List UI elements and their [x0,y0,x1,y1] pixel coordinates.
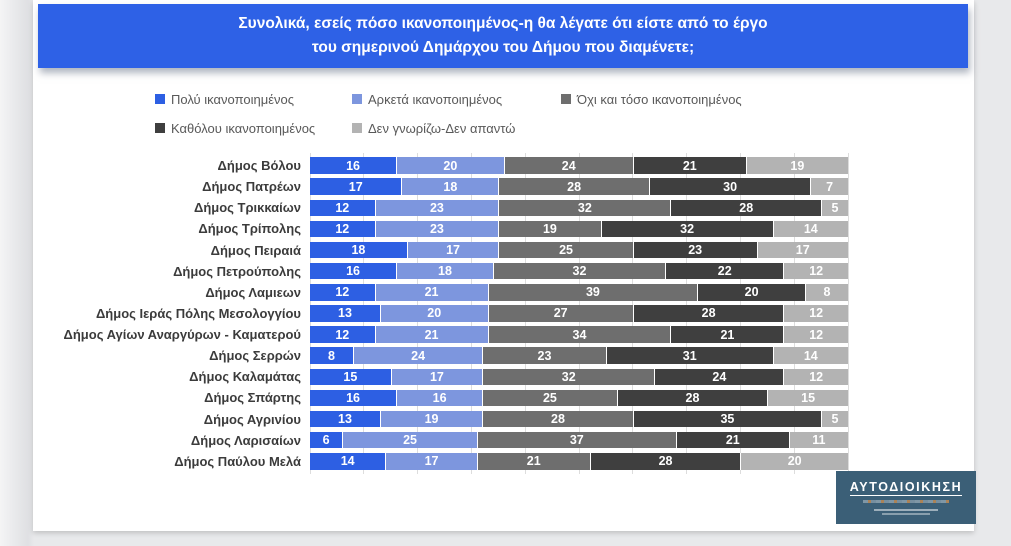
legend-item-label: Δεν γνωρίζω-Δεν απαντώ [368,120,516,136]
bar-segment: 17 [385,453,476,470]
category-label: Δήμος Παύλου Μελά [174,453,301,469]
stacked-bar [310,221,848,238]
bar-segment: 35 [633,411,821,428]
bar-segment: 20 [380,305,488,322]
bar-segment: 28 [590,453,741,470]
category-label: Δήμος Πετρούπολης [173,263,301,279]
legend-color-swatch-icon [352,123,362,133]
chart-row [43,324,848,345]
bar-segment: 21 [633,157,746,174]
bar-segment: 5 [821,411,848,428]
bar-segment: 7 [810,178,848,195]
bar-segment: 12 [783,326,848,343]
stacked-bar [310,305,848,322]
legend-item [352,90,561,108]
title-line-2: του σημερινού Δημάρχου του Δήμου που διαμένετε; [311,39,695,56]
bar-segment: 32 [601,221,773,238]
chart-row [43,366,848,387]
category-label: Δήμος Καλαμάτας [189,369,301,385]
bar-segment: 32 [482,369,654,386]
bar-segment: 18 [310,242,407,259]
bar-segment: 18 [401,178,498,195]
stacked-bar [310,157,848,174]
chart-row [43,197,848,218]
legend-color-swatch-icon [155,94,165,104]
bar-segment: 34 [488,326,671,343]
bar-segment: 8 [805,284,848,301]
bar-segment: 20 [396,157,504,174]
bar-segment: 28 [670,200,821,217]
chart-row [43,176,848,197]
legend-color-swatch-icon [352,94,362,104]
bar-segment: 16 [310,390,396,407]
category-label: Δήμος Σπάρτης [204,390,301,406]
chart-row [43,387,848,408]
bar-segment: 24 [504,157,633,174]
bar-segment: 28 [482,411,633,428]
stacked-bar [310,326,848,343]
bar-segment: 17 [391,369,482,386]
bar-segment: 16 [310,157,396,174]
bar-segment: 21 [375,326,488,343]
bar-segment: 37 [477,432,676,449]
stacked-bar-chart [43,155,848,472]
bar-segment: 24 [654,369,783,386]
bar-segment: 20 [697,284,805,301]
chart-row [43,303,848,324]
chart-row [43,240,848,261]
legend-item [352,119,561,137]
slide [33,0,974,531]
bar-segment: 23 [375,200,499,217]
stacked-bar [310,369,848,386]
logo-tagline-decoration [863,500,949,503]
question-title-banner [38,4,968,68]
bar-segment: 19 [498,221,600,238]
bar-segment: 12 [310,221,375,238]
stacked-bar [310,263,848,280]
bar-segment: 32 [498,200,670,217]
bar-segment: 19 [746,157,848,174]
bar-segment: 30 [649,178,810,195]
bar-segment: 25 [342,432,477,449]
bar-segment: 21 [477,453,590,470]
bar-segment: 12 [310,284,375,301]
bar-segment: 6 [310,432,342,449]
chart-row [43,409,848,430]
bar-segment: 16 [396,390,482,407]
bar-segment: 23 [375,221,499,238]
bar-segment: 12 [783,369,848,386]
bar-segment: 14 [310,453,385,470]
bar-segment: 20 [740,453,848,470]
bar-segment: 11 [789,432,848,449]
bar-segment: 19 [380,411,482,428]
stacked-bar [310,178,848,195]
bar-segment: 14 [773,347,848,364]
bar-segment: 17 [757,242,848,259]
bar-segment: 12 [783,305,848,322]
bar-segment: 28 [498,178,649,195]
bar-segment: 12 [310,326,375,343]
legend-item-label: Πολύ ικανοποιημένος [171,91,294,107]
bar-segment: 31 [606,347,773,364]
chart-row [43,451,848,472]
bar-segment: 21 [375,284,488,301]
bar-segment: 18 [396,263,493,280]
legend-item-label: Όχι και τόσο ικανοποιημένος [577,91,742,107]
bar-segment: 14 [773,221,848,238]
stacked-bar [310,200,848,217]
bar-segment: 39 [488,284,698,301]
category-label: Δήμος Πατρέων [202,179,301,195]
legend [155,90,742,137]
legend-item [561,90,742,108]
legend-color-swatch-icon [155,123,165,133]
category-label: Δήμος Λαρισαίων [190,432,301,448]
bar-segment: 15 [767,390,848,407]
autodioikisi-logo [836,471,976,524]
category-label: Δήμος Βόλου [217,158,301,174]
bar-segment: 5 [821,200,848,217]
stacked-bar [310,242,848,259]
bar-segment: 15 [310,369,391,386]
stacked-bar [310,390,848,407]
bar-segment: 23 [633,242,757,259]
chart-row [43,261,848,282]
logo-smallprint-decoration [874,509,938,511]
category-label: Δήμος Λαμιεων [205,284,301,300]
stacked-bar [310,411,848,428]
stacked-bar [310,284,848,301]
category-label: Δήμος Πειραιά [210,242,301,258]
bar-segment: 17 [407,242,498,259]
chart-row [43,218,848,239]
bar-segment: 21 [670,326,783,343]
bar-segment: 13 [310,305,380,322]
bar-segment: 12 [783,263,848,280]
bar-segment: 8 [310,347,353,364]
bar-segment: 28 [617,390,768,407]
category-label: Δήμος Αγρινίου [203,411,301,427]
bar-segment: 22 [665,263,783,280]
bar-segment: 32 [493,263,665,280]
bar-segment: 16 [310,263,396,280]
category-label: Δήμος Τρίπολης [198,221,301,237]
category-label: Δήμος Ιεράς Πόλης Μεσολογγίου [95,305,301,321]
bar-segment: 25 [482,390,617,407]
category-label: Δήμος Σερρών [209,348,301,364]
bar-segment: 28 [633,305,784,322]
bar-segment: 27 [488,305,633,322]
legend-item [155,119,352,137]
bar-segment: 12 [310,200,375,217]
logo-text: ΑΥΤΟΔΙΟΙΚΗΣΗ [849,480,963,494]
legend-color-swatch-icon [561,94,571,104]
legend-item-label: Αρκετά ικανοποιημένος [368,91,503,107]
legend-item-label: Καθόλου ικανοποιημένος [171,120,316,136]
legend-item [155,90,352,108]
chart-row [43,155,848,176]
bar-segment: 24 [353,347,482,364]
category-label: Δήμος Αγίων Αναργύρων - Καματερού [63,327,301,343]
chart-rows [43,155,848,472]
logo-smallprint-decoration [882,513,930,515]
bar-segment: 25 [498,242,633,259]
title-line-1: Συνολικά, εσείς πόσο ικανοποιημένος-η θα λέγατε ότι είστε από το έργο [238,15,768,32]
bar-segment: 23 [482,347,606,364]
bar-segment: 13 [310,411,380,428]
bar-segment: 17 [310,178,401,195]
stacked-bar [310,347,848,364]
chart-row [43,345,848,366]
chart-row [43,430,848,451]
bar-segment: 21 [676,432,789,449]
stacked-bar [310,453,848,470]
chart-row [43,282,848,303]
category-label: Δήμος Τρικκαίων [193,200,301,216]
stacked-bar [310,432,848,449]
